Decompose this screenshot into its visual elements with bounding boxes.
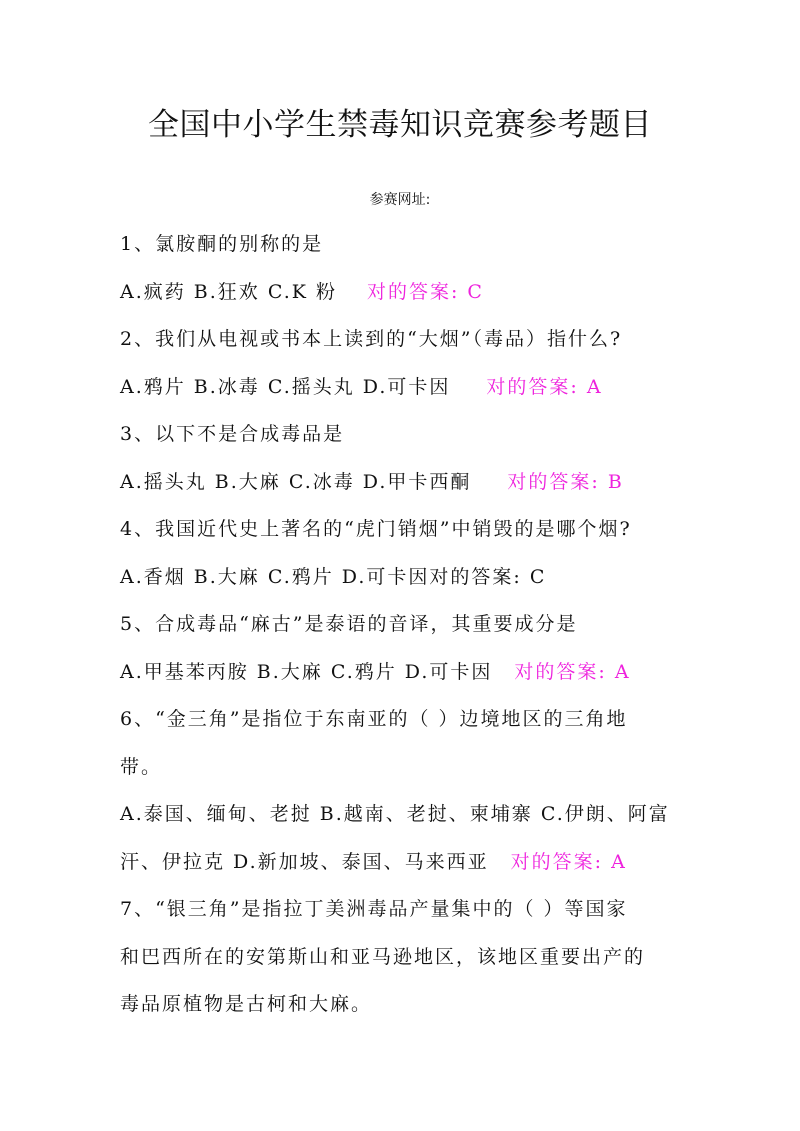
document-title: 全国中小学生禁毒知识竞赛参考题目 (148, 107, 652, 143)
options-text: A.甲基苯丙胺 B.大麻 C.鸦片 D.可卡因 (120, 661, 493, 683)
question-4: 4、我国近代史上著名的“虎门销烟”中销毁的是哪个烟? (120, 518, 632, 540)
answer-label: 对的答案: A (510, 851, 627, 873)
options-4: A.香烟 B.大麻 C.鸦片 D.可卡因对的答案: C (120, 566, 547, 588)
question-7-line-3: 毒品原植物是古柯和大麻。 (120, 993, 373, 1015)
options-1 (120, 278, 680, 306)
options-6-line-1: A.泰国、缅甸、老挝 B.越南、老挝、柬埔寨 C.伊朗、阿富 (120, 803, 670, 825)
options-text: A.摇头丸 B.大麻 C.冰毒 D.甲卡西酮 (120, 471, 472, 493)
options-6-line-2 (120, 848, 680, 876)
question-3: 3、以下不是合成毒品是 (120, 423, 345, 445)
answer-label: 对的答案: C (366, 281, 484, 303)
question-5: 5、合成毒品“麻古”是泰语的音译，其重要成分是 (120, 613, 578, 635)
question-1: 1、氯胺酮的别称的是 (120, 233, 324, 255)
question-2: 2、我们从电视或书本上读到的“大烟”（毒品）指什么? (120, 328, 623, 350)
answer-label: 对的答案: A (514, 661, 631, 683)
question-6-line-1: 6、“金三角”是指位于东南亚的（ ）边境地区的三角地 (120, 708, 628, 730)
options-text: A.疯药 B.狂欢 C.K 粉 (120, 281, 337, 303)
options-text: 汗、伊拉克 D.新加坡、泰国、马来西亚 (120, 851, 489, 873)
options-text: A.鸦片 B.冰毒 C.摇头丸 D.可卡因 (120, 376, 451, 398)
question-7-line-1: 7、“银三角”是指拉丁美洲毒品产量集中的（ ）等国家 (120, 898, 628, 920)
answer-label: 对的答案: B (507, 471, 624, 493)
question-6-line-2: 带。 (120, 756, 163, 778)
options-3 (120, 468, 680, 496)
answer-label: 对的答案: A (486, 376, 603, 398)
options-2 (120, 373, 680, 401)
options-5 (120, 658, 680, 686)
website-label: 参赛网址: (369, 192, 431, 208)
question-7-line-2: 和巴西所在的安第斯山和亚马逊地区，该地区重要出产的 (120, 946, 646, 968)
